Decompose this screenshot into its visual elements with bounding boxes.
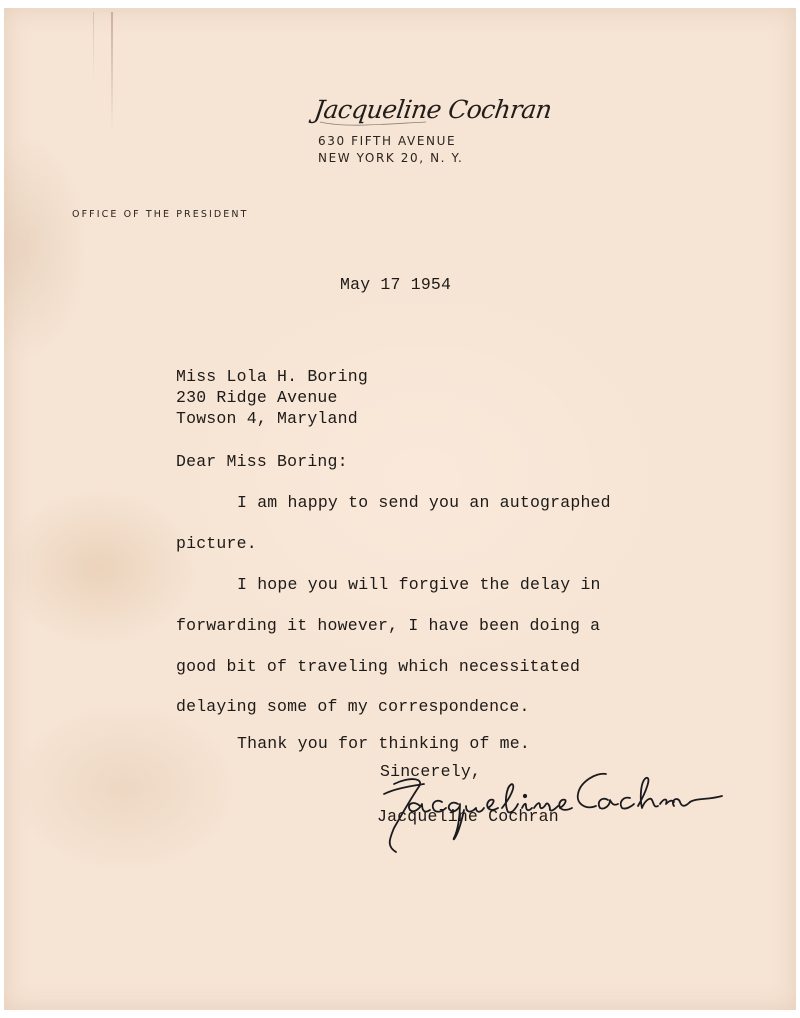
recipient-name: Miss Lola H. Boring bbox=[176, 367, 368, 386]
letterhead-logo bbox=[312, 84, 554, 134]
body-line: I hope you will forgive the delay in bbox=[237, 575, 601, 594]
letterhead-address-street: 630 FIFTH AVENUE bbox=[318, 134, 457, 148]
recipient-city: Towson 4, Maryland bbox=[176, 409, 358, 428]
body-line: delaying some of my correspondence. bbox=[176, 697, 530, 716]
body-line: I am happy to send you an autographed bbox=[237, 493, 611, 512]
body-line: Thank you for thinking of me. bbox=[237, 734, 530, 753]
typed-signature: Jacqueline Cochran bbox=[377, 807, 559, 826]
svg-text:Jacqueline Cochran: Jacqueline Cochran bbox=[312, 95, 554, 124]
letter-date: May 17 1954 bbox=[340, 275, 452, 294]
letterhead-address-city: NEW YORK 20, N. Y. bbox=[318, 151, 464, 165]
handwritten-signature bbox=[360, 748, 740, 858]
paper-crease-secondary bbox=[93, 12, 94, 82]
closing: Sincerely, bbox=[380, 762, 482, 781]
paper-crease bbox=[111, 12, 113, 132]
body-line: forwarding it however, I have been doing a bbox=[176, 616, 601, 635]
recipient-street: 230 Ridge Avenue bbox=[176, 388, 338, 407]
body-line: good bit of traveling which necessitated bbox=[176, 657, 581, 676]
body-line: picture. bbox=[176, 534, 257, 553]
salutation: Dear Miss Boring: bbox=[176, 452, 348, 471]
office-title: OFFICE OF THE PRESIDENT bbox=[72, 209, 249, 220]
